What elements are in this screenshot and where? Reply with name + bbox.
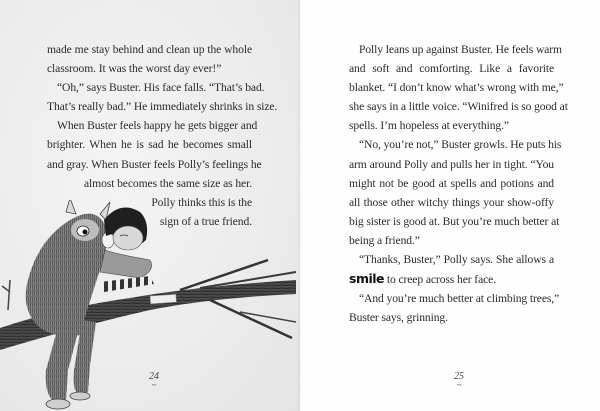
page-number-text: 25 <box>454 371 464 382</box>
text-line: Polly leans up against Buster. He feels warm <box>359 43 562 56</box>
text-line: she says in a little voice. “Winifred is so good at <box>349 100 568 114</box>
text-line: classroom. It was the worst day ever!” <box>47 62 222 76</box>
text-line: That’s really bad.” He immediately shrinks in size. <box>47 100 278 114</box>
book-gutter <box>298 0 304 411</box>
text-line: and soft and comforting. Like a favorite <box>349 62 554 76</box>
text-line: sign of a true friend. <box>159 214 252 228</box>
text-line: blanket. “I don’t know what’s wrong with me,” <box>349 81 564 95</box>
text-line: “No, you’re not,” Buster growls. He puts his <box>359 138 562 152</box>
styled-word-smile: smile <box>349 271 385 287</box>
text-line: being a friend.” <box>349 233 420 247</box>
text-line: Polly thinks this is the <box>151 195 252 209</box>
text-line: spells. I’m hopeless at everything.” <box>349 119 509 133</box>
text-line: “And you’re much better at climbing trees,” <box>359 292 560 306</box>
text-line: “Oh,” says Buster. His face falls. “That’s bad. <box>57 81 265 95</box>
flourish-ornament-icon: ~ <box>151 380 157 390</box>
text-line: brighter. When he is sad he becomes small <box>47 138 252 152</box>
text-line: might not be good at spells and potions and <box>349 176 554 190</box>
text-line: made me stay behind and clean up the whole <box>47 43 252 56</box>
text-line: “Thanks, Buster,” Polly says. She allows a <box>359 253 554 267</box>
left-page-text <box>47 40 278 231</box>
text-line: and gray. When Buster feels Polly’s feelings he <box>47 157 262 171</box>
text-line: all those other witchy things your show-offy <box>349 195 554 209</box>
text-fragment: to creep across her face. <box>386 273 497 287</box>
flourish-ornament-icon: ~ <box>456 380 462 390</box>
text-line: Buster says, grinning. <box>349 311 448 325</box>
page-number-right <box>444 371 474 388</box>
text-line-with-styled-word <box>349 269 554 289</box>
right-page-text <box>349 40 568 327</box>
text-line: When Buster feels happy he gets bigger and <box>57 119 258 133</box>
page-number-left <box>139 371 169 388</box>
right-page <box>300 0 600 411</box>
text-line: big sister is good at. But you’re much better at <box>349 214 560 228</box>
page-number-text: 24 <box>149 371 159 382</box>
text-line: arm around Polly and pulls her in tight. “You <box>349 157 554 171</box>
text-line: almost becomes the same size as her. <box>84 176 252 190</box>
